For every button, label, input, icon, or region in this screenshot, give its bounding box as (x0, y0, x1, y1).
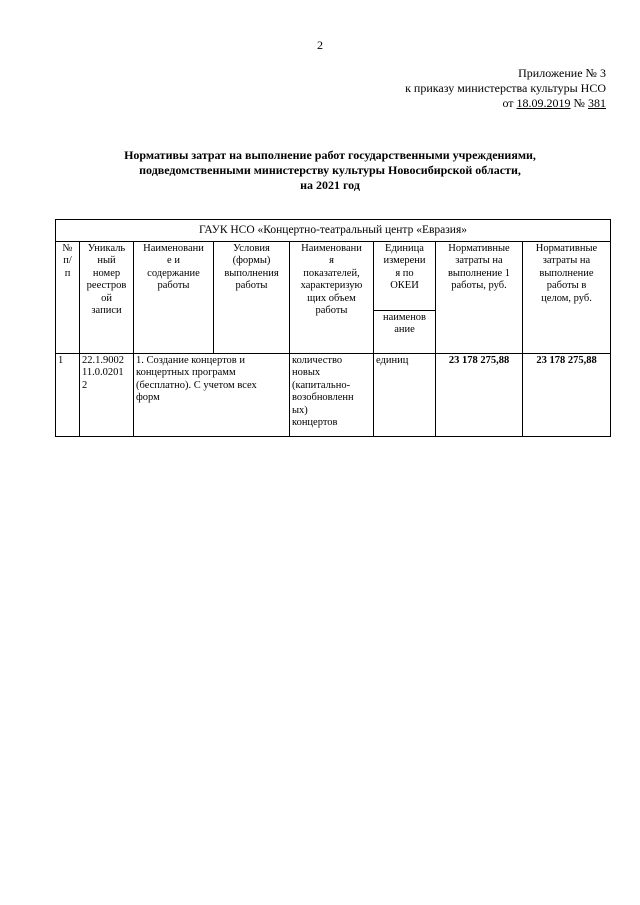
date-prefix: от (502, 96, 514, 110)
table-row (56, 353, 611, 436)
title-line-1: Нормативы затрат на выполнение работ государственными учреждениями, (124, 148, 536, 162)
row-norm-total: 23 178 275,88 (523, 353, 611, 436)
row-unit: единиц (374, 353, 436, 436)
header-norm-unit: Нормативные затраты на выполнение 1 работы, руб. (436, 241, 523, 353)
header-conditions: Условия (формы) выполнения работы (214, 241, 290, 353)
header-work-name: Наименовани е и содержание работы (134, 241, 214, 353)
page-number: 2 (317, 38, 323, 52)
row-indicator: количество новых (капитально- возобновленн ых) концертов (290, 353, 374, 436)
order-date: 18.09.2019 (516, 96, 571, 110)
header-norm-total: Нормативные затраты на выполнение работы в целом, руб. (523, 241, 611, 353)
appendix-date-line (405, 96, 606, 111)
header-row (56, 241, 611, 310)
appendix-title: Приложение № 3 (518, 66, 606, 80)
header-indicator: Наименовани я показателей, характеризую щих объем работы (290, 241, 374, 353)
row-registry: 22.1.9002 11.0.0201 2 (80, 353, 134, 436)
appendix-order-ref: к приказу министерства культуры НСО (405, 81, 606, 95)
header-num: № п/ п (56, 241, 80, 353)
title-line-3: на 2021 год (300, 178, 360, 192)
document-title (60, 148, 600, 193)
norms-table (55, 219, 611, 437)
appendix-block (405, 66, 606, 111)
row-work: 1. Создание концертов и концертных программ (бесплатно). С учетом всех форм (134, 353, 290, 436)
header-unit-name: наименов ание (374, 310, 436, 353)
header-unit: Единица измерени я по ОКЕИ (374, 241, 436, 310)
header-registry: Уникаль ный номер реестров ой записи (80, 241, 134, 353)
org-name: ГАУК НСО «Концертно-театральный центр «Евразия» (56, 220, 611, 242)
row-norm-unit: 23 178 275,88 (436, 353, 523, 436)
title-line-2: подведомственными министерству культуры Новосибирской области, (139, 163, 521, 177)
row-num: 1 (56, 353, 80, 436)
org-row (56, 220, 611, 242)
number-sign: № (573, 96, 585, 110)
order-number: 381 (588, 96, 606, 110)
